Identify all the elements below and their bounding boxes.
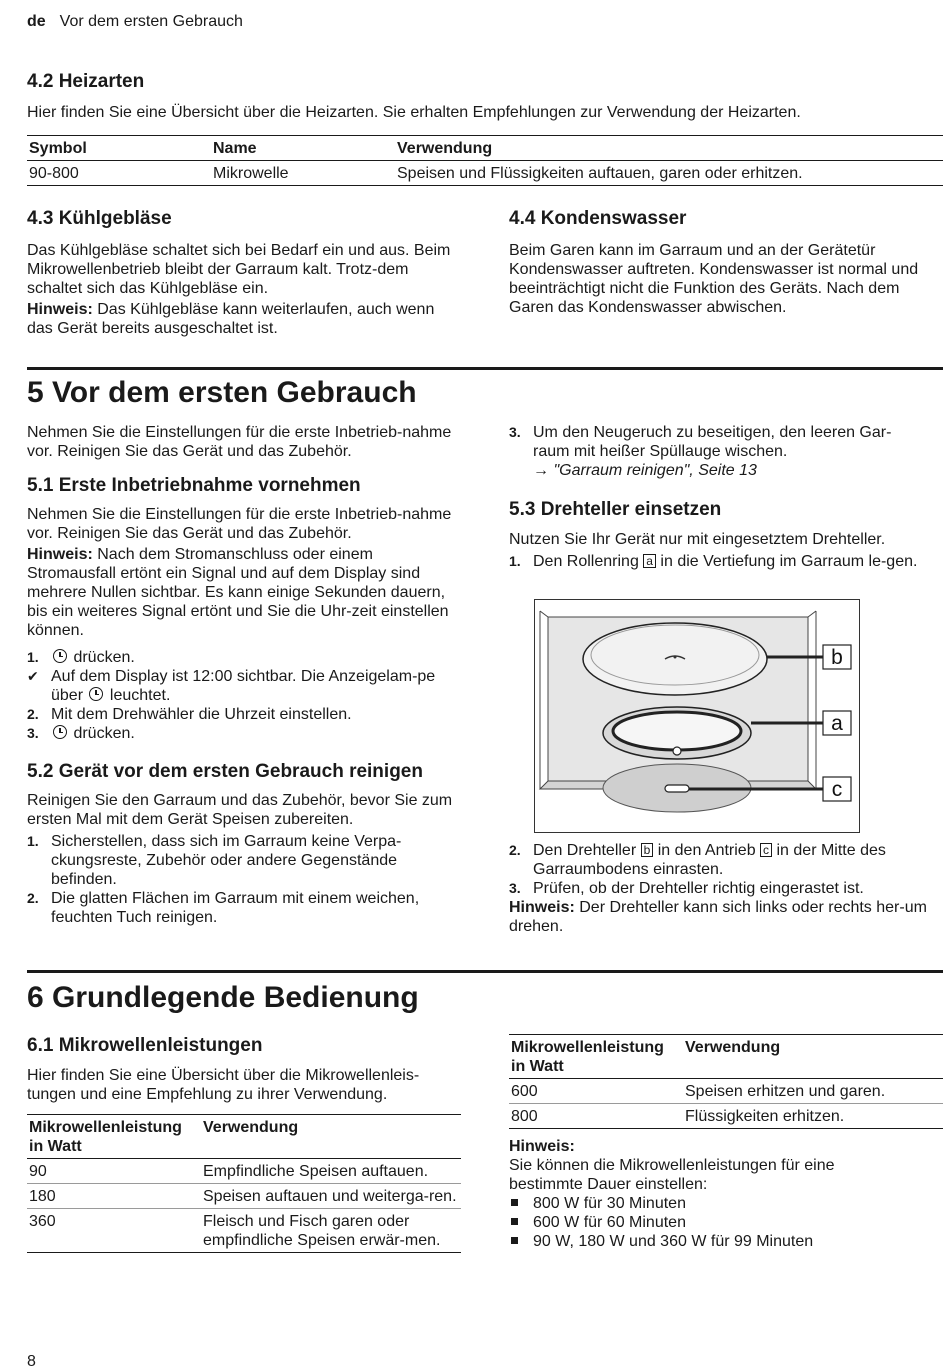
list-item: [27, 832, 463, 889]
table-cell: 90-800: [29, 165, 79, 182]
page-number: 8: [27, 1353, 36, 1370]
callout-label-c: c: [760, 843, 772, 857]
section-5-2-text: Reinigen Sie den Garraum und das Zubehör, bevor Sie zum ersten Mal mit dem Gerät Speisen zubereiten.: [27, 792, 453, 828]
section-4-3-body: [27, 241, 463, 338]
table-header-row: [27, 136, 943, 161]
list-item: [509, 1213, 945, 1232]
table-cell: Mikrowelle: [213, 165, 289, 182]
hint-text: Nach dem Stromanschluss oder einem Stromausfall ertönt ein Signal und auf dem Display sind mehrere Nullen sichtbar. Es kann einige Sekunden dauern, bis ein weiteres Signal ertönt und Sie die Uhr-zeit einstellen können.: [27, 546, 449, 639]
table-row: [509, 1079, 943, 1104]
result-text: Auf dem Display ist 12:00 sichtbar. Die Anzeigelam-pe über: [51, 668, 436, 704]
step-number: 2.: [27, 706, 39, 722]
running-title: Vor dem ersten Gebrauch: [59, 13, 243, 30]
hint-text: Das Kühlgebläse kann weiterlaufen, auch wenn das Gerät bereits ausgeschaltet ist.: [27, 301, 435, 337]
table-cell: 180: [29, 1188, 56, 1205]
step-text: drücken.: [69, 725, 135, 742]
step-number: 3.: [509, 424, 521, 440]
microwave-power-table-1: [27, 1114, 461, 1253]
col-power: Mikrowellenleistung in Watt: [29, 1119, 182, 1155]
hint-label: Hinweis:: [27, 301, 93, 318]
list-item: [27, 889, 463, 927]
list-item: [509, 1194, 945, 1213]
table-row: [27, 1184, 461, 1209]
step-number: 2.: [509, 842, 521, 858]
list-item: [27, 705, 463, 724]
list-item: [27, 724, 463, 743]
list-item: [509, 1232, 945, 1251]
step-number: 3.: [509, 880, 521, 896]
step-text-end: in der Mitte des Garraumbodens einrasten.: [533, 842, 886, 878]
chapter-5-title: 5 Vor dem ersten Gebrauch: [27, 376, 417, 409]
section-5-2-title: 5.2 Gerät vor dem ersten Gebrauch reinigen: [27, 761, 423, 782]
section-4-4-text: Beim Garen kann im Garraum und an der Gerätetür Kondenswasser auftreten. Kondenswasser ist normal und beeinträchtigt nicht die Funktion des Geräts. Nach dem Garen das Kondenswasser abwischen.: [509, 242, 919, 316]
result-text-end: leuchtet.: [105, 687, 171, 704]
section-4-4-title: 4.4 Kondenswasser: [509, 208, 687, 229]
chapter-5-right-column: [509, 423, 925, 571]
col-usage: Verwendung: [397, 140, 493, 157]
table-cell: Fleisch und Fisch garen oder empfindliche Speisen erwär-men.: [203, 1213, 441, 1249]
col-name: Name: [213, 140, 257, 157]
step-number: 2.: [27, 890, 39, 906]
step-number: 1.: [27, 649, 39, 665]
chapter-6-left-column: [27, 1034, 463, 1253]
section-5-3-text: Nutzen Sie Ihr Gerät nur mit eingesetztem Drehteller.: [509, 531, 886, 548]
hint-label: Hinweis:: [27, 546, 93, 563]
section-5-1-text: Nehmen Sie die Einstellungen für die erste Inbetrieb-nahme vor. Reinigen Sie das Gerät und das Zubehör.: [27, 506, 452, 542]
hint-label: Hinweis:: [509, 899, 575, 916]
table-cell: Speisen auftauen und weiterga-ren.: [203, 1188, 457, 1205]
list-item: [509, 552, 925, 571]
callout-label-b: b: [641, 843, 654, 857]
table-row: [27, 161, 943, 186]
bullet-icon: [509, 1232, 533, 1251]
section-6-1-title: 6.1 Mikrowellenleistungen: [27, 1035, 263, 1056]
chapter-5-intro: Nehmen Sie die Einstellungen für die erste Inbetrieb-nahme vor. Reinigen Sie das Gerät und das Zubehör.: [27, 424, 452, 460]
turntable-illustration: [534, 599, 860, 833]
bullet-text: 800 W für 30 Minuten: [533, 1195, 686, 1212]
section-5-3-hint: [509, 898, 945, 936]
col-usage: Verwendung: [203, 1119, 299, 1136]
section-6-1-hint-text: Sie können die Mikrowellenleistungen für eine bestimmte Dauer einstellen:: [509, 1157, 835, 1193]
table-header-row: [27, 1115, 461, 1159]
bullet-text: 90 W, 180 W und 360 W für 99 Minuten: [533, 1233, 814, 1250]
col-symbol: Symbol: [29, 140, 87, 157]
list-item: [27, 667, 463, 705]
cross-reference-link[interactable]: → "Garraum reinigen", Seite 13: [533, 462, 757, 479]
turntable-plate: [583, 623, 767, 695]
table-cell: Speisen erhitzen und garen.: [685, 1083, 886, 1100]
section-5-3-continued: [509, 841, 945, 936]
section-5-2-steps: [27, 832, 463, 927]
section-5-1-title: 5.1 Erste Inbetriebnahme vornehmen: [27, 475, 361, 496]
section-5-1-hint: [27, 545, 463, 640]
table-header-row: [509, 1035, 943, 1079]
step-number: 3.: [27, 725, 39, 741]
section-5-1-steps: [27, 648, 463, 743]
chapter-rule: [27, 970, 943, 973]
section-6-1-hint-label: Hinweis:: [509, 1138, 575, 1155]
chapter-rule: [27, 367, 943, 370]
col-usage: Verwendung: [685, 1039, 781, 1056]
table-cell: Speisen und Flüssigkeiten auftauen, garen oder erhitzen.: [397, 165, 803, 182]
list-item: [27, 648, 463, 667]
step-text-mid: in den Antrieb: [653, 842, 761, 859]
step-text: Den Drehteller: [533, 842, 641, 859]
checkmark-icon: ✔: [27, 668, 39, 684]
table-cell: 360: [29, 1213, 56, 1230]
table-cell: Flüssigkeiten erhitzen.: [685, 1108, 845, 1125]
step-text: Mit dem Drehwähler die Uhrzeit einstellen.: [51, 706, 352, 723]
list-item: [509, 879, 945, 898]
step-number: 1.: [27, 833, 39, 849]
table-cell: 800: [511, 1108, 538, 1125]
bullet-icon: [509, 1213, 533, 1232]
clock-icon: [53, 649, 67, 663]
section-4-3-text: Das Kühlgebläse schaltet sich bei Bedarf ein und aus. Beim Mikrowellenbetrieb bleibt der Garraum kalt. Trotz-dem schaltet sich das Kühlgebläse ein.: [27, 242, 451, 297]
table-row: [509, 1104, 943, 1129]
step-text: Prüfen, ob der Drehteller richtig eingerastet ist.: [533, 880, 864, 897]
running-header: [27, 12, 243, 31]
step-text-end: in die Vertiefung im Garraum le-gen.: [655, 553, 918, 570]
section-4-2-intro: Hier finden Sie eine Übersicht über die Heizarten. Sie erhalten Empfehlungen zur Verwendung der Heizarten.: [27, 104, 801, 121]
section-4-3-title: 4.3 Kühlgebläse: [27, 208, 172, 229]
table-row: [27, 1159, 461, 1184]
section-5-3-title: 5.3 Drehteller einsetzen: [509, 499, 722, 520]
chapter-6-title: 6 Grundlegende Bedienung: [27, 981, 419, 1014]
language-code: de: [27, 13, 46, 30]
list-item: [509, 841, 945, 879]
section-6-1-text: Hier finden Sie eine Übersicht über die Mikrowellenleis-tungen und eine Empfehlung zu ihrer Verwendung.: [27, 1067, 420, 1103]
clock-icon: [53, 725, 67, 739]
figure-label-b: b: [831, 646, 843, 669]
hint-text: Der Drehteller kann sich links oder rechts her-um drehen.: [509, 899, 927, 935]
step-number: 1.: [509, 553, 521, 569]
drive-coupler: [665, 785, 689, 792]
chapter-5-left-column: [27, 423, 463, 927]
microwave-power-table-2: [509, 1034, 943, 1129]
figure-label-a: a: [831, 712, 843, 735]
figure-label-c: c: [831, 778, 843, 801]
bullet-icon: [509, 1194, 533, 1213]
table-row: [27, 1209, 461, 1253]
table-cell: Empfindliche Speisen auftauen.: [203, 1163, 429, 1180]
turntable-figure: [534, 599, 860, 833]
step-text: drücken.: [69, 649, 135, 666]
col-power: Mikrowellenleistung in Watt: [511, 1039, 664, 1075]
list-item: [509, 423, 925, 480]
section-4-2-title: 4.2 Heizarten: [27, 71, 145, 92]
clock-icon: [89, 687, 103, 701]
step-text: Die glatten Flächen im Garraum mit einem weichen, feuchten Tuch reinigen.: [51, 890, 420, 926]
heating-modes-table: [27, 135, 943, 186]
step-text: Um den Neugeruch zu beseitigen, den leeren Gar-raum mit heißer Spüllauge wischen.: [533, 424, 892, 460]
section-4-3-hint: [27, 300, 463, 338]
step-text: Sicherstellen, dass sich im Garraum keine Verpa-ckungsreste, Zubehör oder andere Gegenstände befinden.: [51, 833, 402, 888]
bullet-text: 600 W für 60 Minuten: [533, 1214, 686, 1231]
table-cell: 90: [29, 1163, 47, 1180]
chapter-6-right-column: [509, 1034, 945, 1251]
step-text: Den Rollenring: [533, 553, 644, 570]
callout-label-a: a: [643, 554, 656, 568]
table-cell: 600: [511, 1083, 538, 1100]
